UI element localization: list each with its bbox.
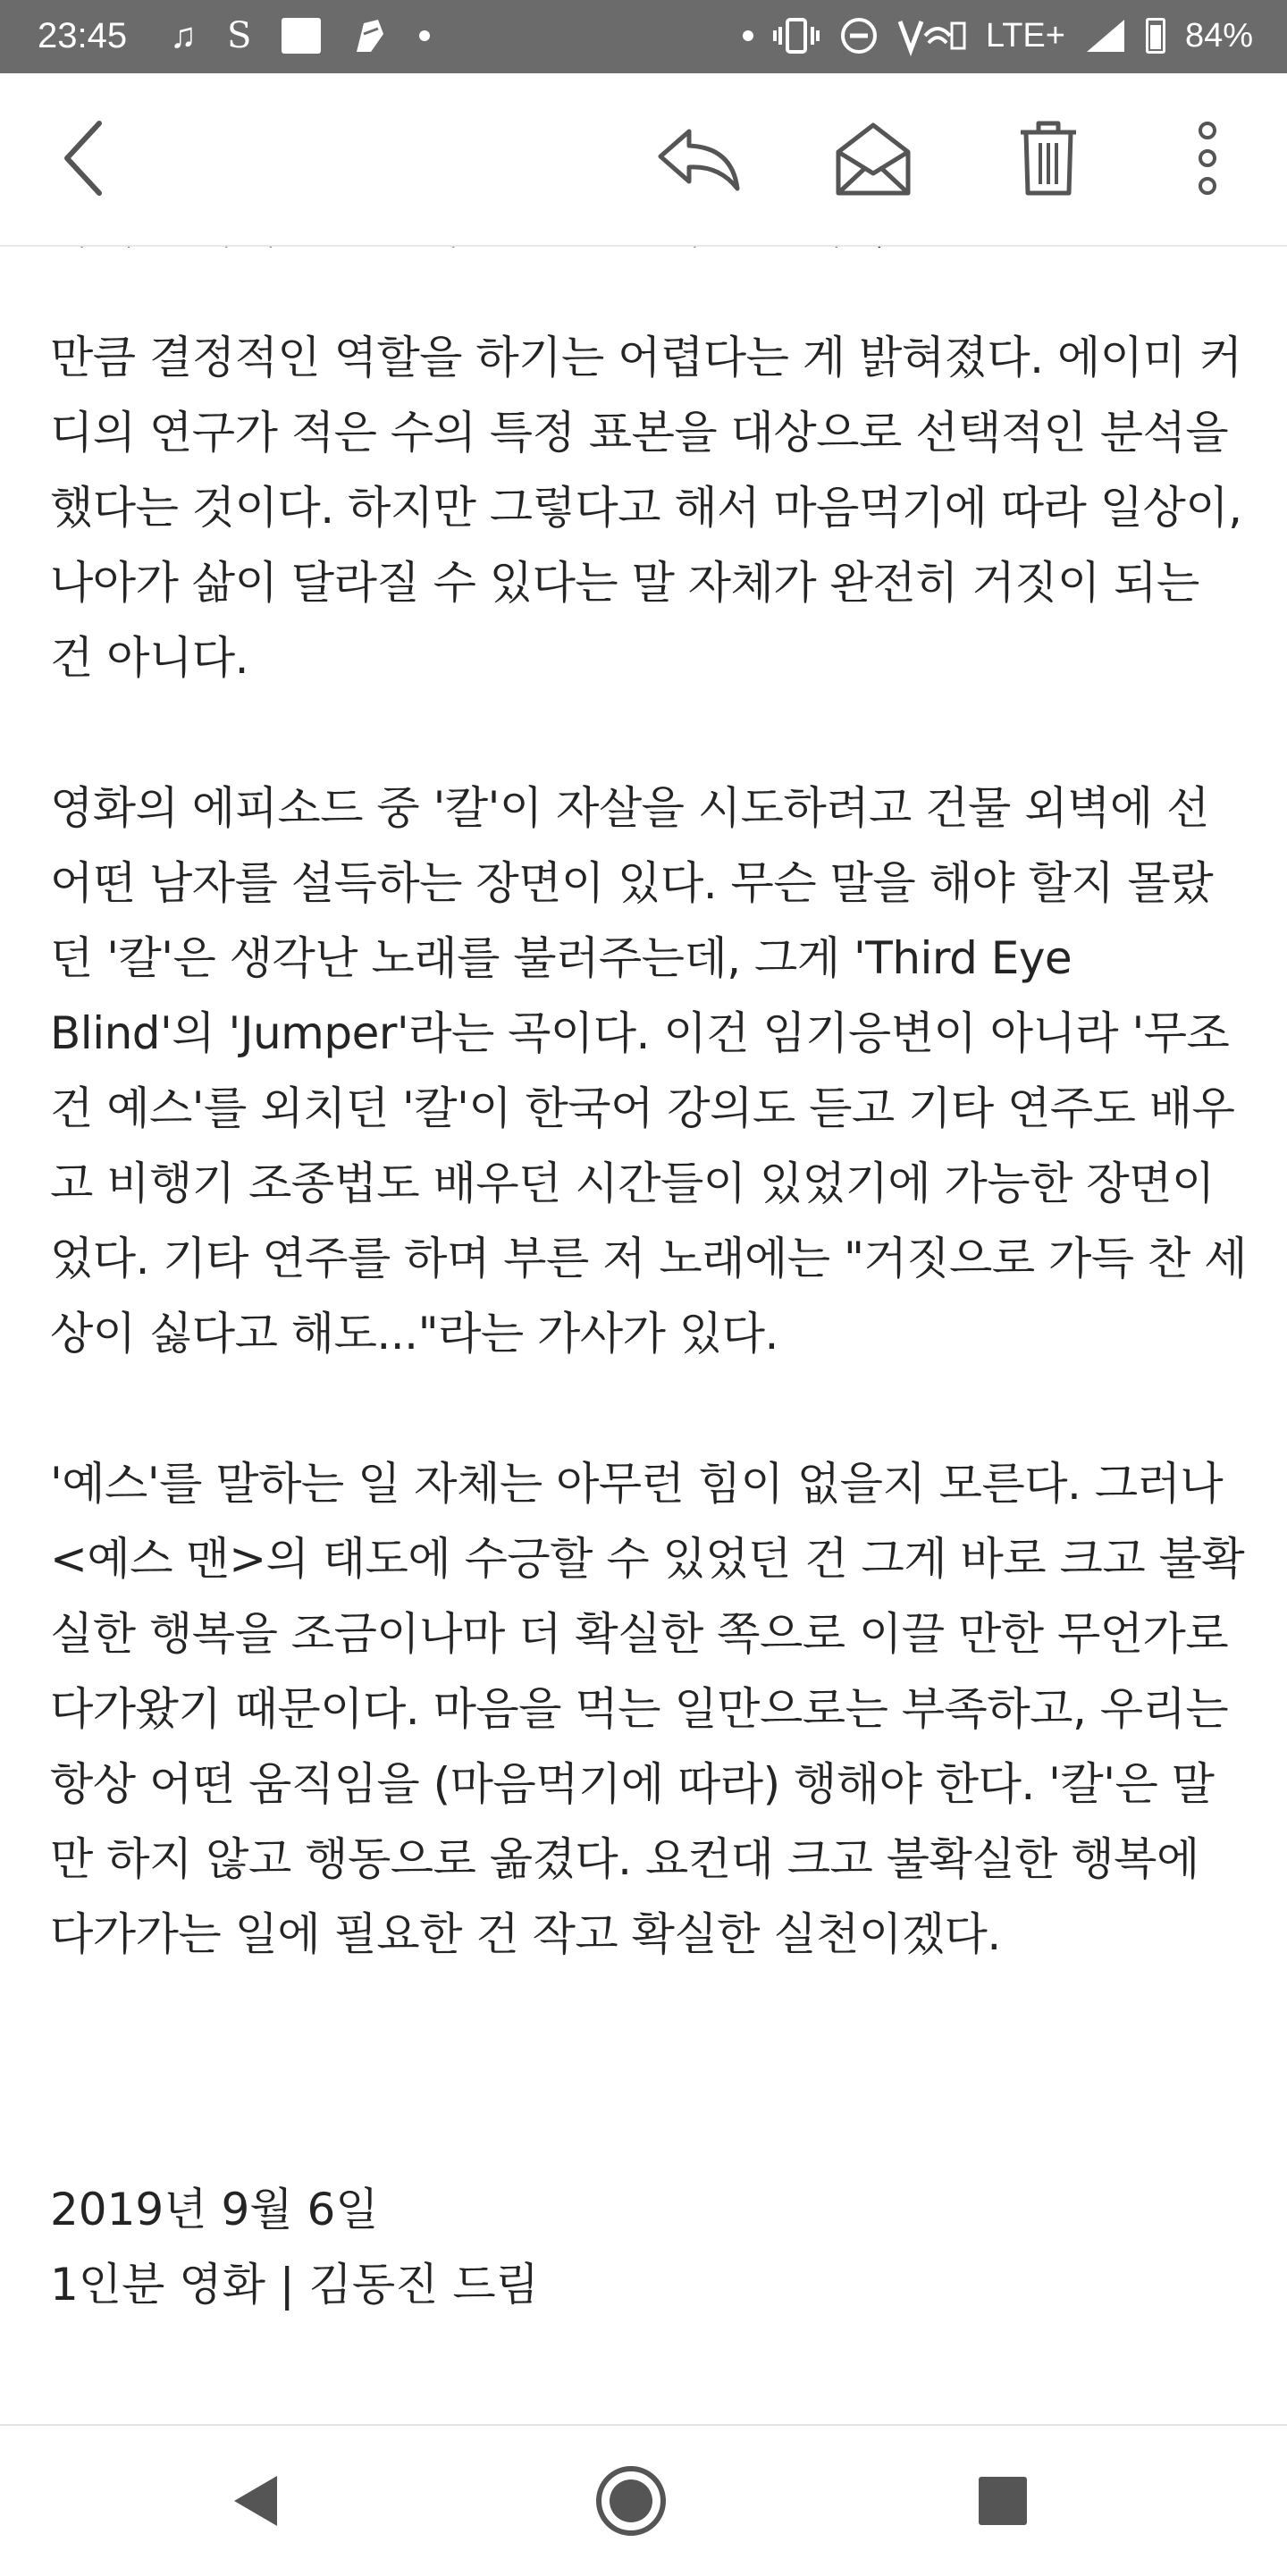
dot-icon: [743, 30, 753, 41]
more-options-button[interactable]: [1158, 109, 1257, 207]
nav-back-icon: [229, 2472, 282, 2530]
more-vert-icon: [1194, 118, 1221, 198]
nav-recents-button[interactable]: [958, 2456, 1047, 2546]
app-icon: [351, 16, 389, 55]
battery-icon: [1146, 18, 1165, 54]
dot-icon: [419, 30, 430, 41]
status-bar: [0, 0, 1287, 73]
nav-home-icon: [593, 2463, 669, 2538]
delete-button[interactable]: [999, 109, 1098, 207]
volte-icon: [898, 16, 966, 55]
letter-date: 2019년 9월 6일: [50, 2184, 379, 2235]
system-icons: [743, 13, 1253, 59]
navigation-bar: [0, 2424, 1287, 2576]
vibrate-icon: [773, 16, 820, 55]
sender-signature: 1인분 영화 | 김동진 드림: [50, 2259, 539, 2311]
nav-back-button[interactable]: [211, 2456, 300, 2546]
network-type: LTE+: [985, 17, 1065, 55]
mark-unread-button[interactable]: [824, 109, 922, 207]
notification-icons: [170, 13, 430, 59]
back-arrow-icon: [58, 118, 112, 198]
email-toolbar: [0, 73, 1287, 247]
trash-icon: [1017, 118, 1080, 198]
reply-icon: [653, 122, 743, 194]
reply-button[interactable]: [649, 109, 747, 207]
paragraph-1: 만큼 결정적인 역할을 하기는 어렵다는 게 밝혀졌다. 에이미 커디의 연구가 적은 수의 특정 표본을 대상으로 선택적인 분석을 했다는 것이다. 하지만 그렇다고 해서 마음먹기에 따라 일상이, 나아가 삶이 달라질 수 있다는 말 자체가 완전히 거짓이 되는 건 아니다.: [50, 332, 1242, 684]
mail-open-icon: [833, 118, 913, 198]
paragraph-2: 영화의 에피소드 중 '칼'이 자살을 시도하려고 건물 외벽에 선 어떤 남자를 설득하는 장면이 있다. 무슨 말을 해야 할지 몰랐던 '칼'은 생각난 노래를 불러주는데, 그게 'Third Eye Blind'의 'Jumper'라는 곡이다. 이건 임기응변이 아니라 '무조건 예스'를 외치던 '칼'이 한국어 강의도 듣고 기타 연주도 배우고 비행기 조종법도 배우던 시간들이 있었기에 가능한 장면이었다. 기타 연주를 하며 부른 저 노래에는 "거짓으로 가득 찬 세상이 싫다고 해도..."라는 가사가 있다.: [50, 782, 1248, 1360]
paragraph-3: '예스'를 말하는 일 자체는 아무런 힘이 없을지 모른다. 그러나 <예스 맨>의 태도에 수긍할 수 있었던 건 그게 바로 크고 불확실한 행복을 조금이나마 더 확실한 쪽으로 이끌 만한 무언가로 다가왔기 때문이다. 마음을 먹는 일만으로는 부족하고, 우리는 항상 어떤 움직임을 (마음먹기에 따라) 행해야 한다. '칼'은 말만 하지 않고 행동으로 옮겼다. 요컨대 크고 불확실한 행복에 다가가는 일에 필요한 건 작고 확실한 실천이겠다.: [50, 1458, 1245, 1960]
email-body: [50, 245, 1248, 2426]
nav-recents-icon: [977, 2475, 1029, 2527]
signature-block: [50, 2172, 539, 2322]
s-app-icon: S: [227, 15, 252, 56]
nav-home-button[interactable]: [586, 2456, 676, 2546]
battery-percent: 84%: [1184, 17, 1253, 55]
signal-icon: [1085, 18, 1126, 54]
do-not-disturb-icon: [839, 16, 879, 55]
back-button[interactable]: [36, 109, 134, 207]
status-time: 23:45: [38, 16, 128, 55]
music-note-icon: ♫: [170, 16, 197, 55]
image-icon: [282, 18, 321, 54]
